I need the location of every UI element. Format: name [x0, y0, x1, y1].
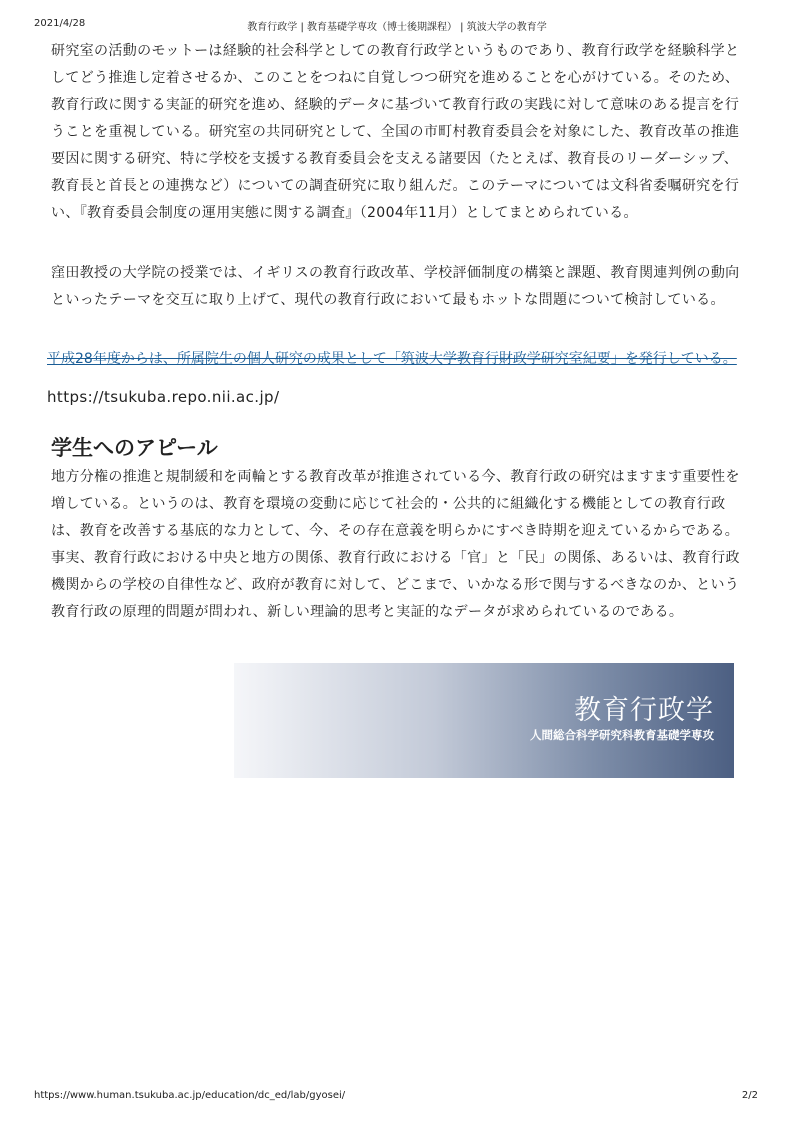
banner-title: 教育行政学 — [574, 695, 714, 726]
banner-subtitle: 人間総合科学研究科教育基礎学専攻 — [530, 728, 714, 742]
page-header-title: 教育行政学 | 教育基礎学専攻（博士後期課程） | 筑波大学の教育学 — [247, 22, 547, 33]
page-number: 2/2 — [741, 1090, 758, 1101]
paragraph-research-activities: 研究室の活動のモットーは経験的社会科学としての教育行政学というものであり、教育行政学を経験科学としてどう推進し定着させるか、このことをつねに自覚しつつ研究を進めることを心がけている。そのため、教育行政に関する実証的研究を進め、経験的データに基づいて教育行政の実践に対して意味のある提言を行うことを重視している。研究室の共同研究として、全国の市町村教育委員会を対象にした、教育改革の推進要因に関する研究、特に学校を支援する教育委員会を支える諸要因（たとえば、教育長のリーダーシップ、教育長と首長との連携など）についての調査研究に取り組んだ。このテーマについては文科省委嘱研究を行い、『教育委員会制度の運用実態に関する調査』（2004年11月）としてまとめられている。 — [51, 43, 740, 221]
repository-url: https://tsukuba.repo.nii.ac.jp/ — [47, 388, 280, 406]
paragraph-graduate-classes: 窪田教授の大学院の授業では、イギリスの教育行政改革、学校評価制度の構築と課題、教育関連判例の動向といったテーマを交互に取り上げて、現代の教育行政において最もホットな問題について検討している。 — [51, 265, 740, 308]
paragraph-appeal: 地方分権の推進と規制緩和を両輪とする教育改革が推進されている今、教育行政の研究はますます重要性を増している。というのは、教育を環境の変動に応じて社会的・公共的に組織化する機能としての教育行政は、教育を改善する基底的な力として、今、その存在意義を明らかにすべき時期を迎えているからである。事実、教育行政における中央と地方の関係、教育行政における「官」と「民」の関係、あるいは、教育行政機関からの学校の自律性など、政府が教育に対して、どこまで、いかなる形で関与するべきなのか、という教育行政の原理的問題が問われ、新しい理論的思考と実証的なデータが求められているのである。 — [51, 469, 740, 620]
appeal-heading: 学生へのアピール — [51, 436, 218, 460]
print-date: 2021/4/28 — [34, 18, 86, 29]
bulletin-link[interactable]: 平成28年度からは、所属院生の個人研究の成果として「筑波大学教育行財政学研究室紀要」を発行している。 — [47, 351, 737, 367]
page-url: https://www.human.tsukuba.ac.jp/education/dc_ed/lab/gyosei/ — [34, 1090, 346, 1101]
department-banner — [234, 663, 734, 778]
